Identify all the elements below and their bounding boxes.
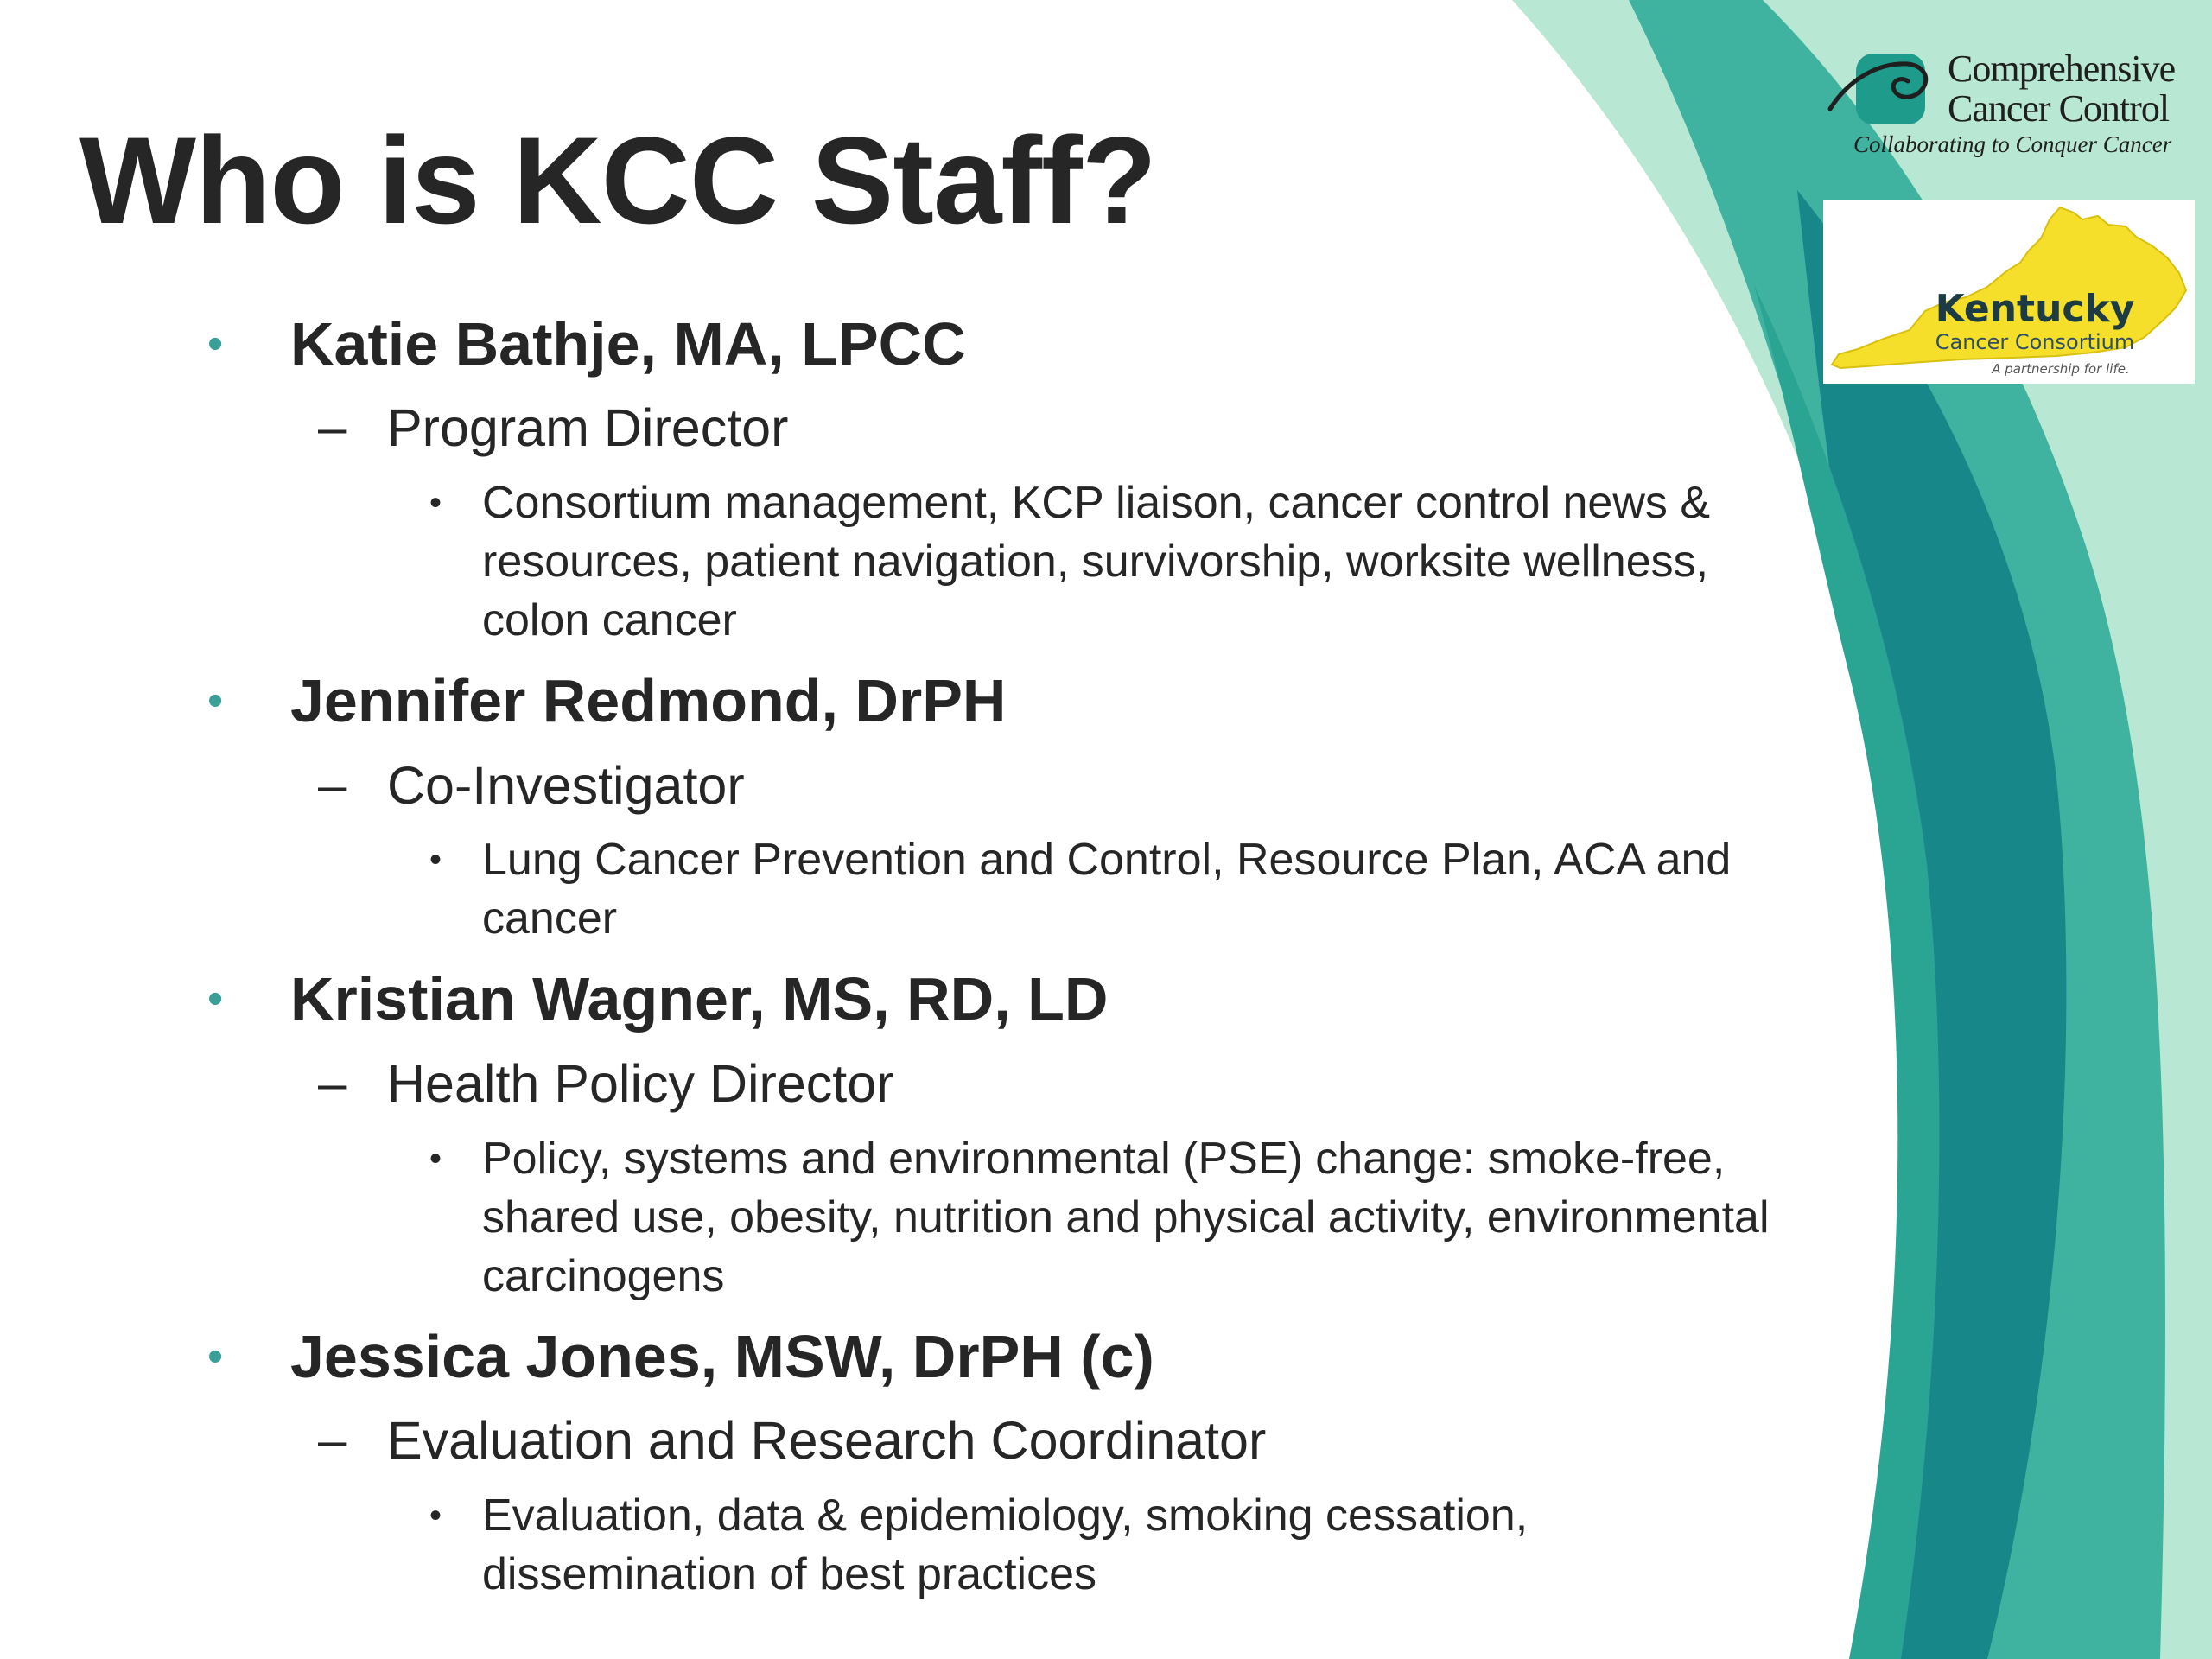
small-bullet-icon: • xyxy=(429,484,442,522)
dash-bullet-icon: – xyxy=(318,1054,347,1112)
teal-bullet-icon: • xyxy=(207,319,224,369)
small-bullet-icon: • xyxy=(429,1140,442,1178)
staff-name: Katie Bathje, MA, LPCC xyxy=(290,310,966,378)
staff-duties: Consortium management, KCP liaison, cancer control news & resources, patient navigation, survivorship, worksite wellness, colon cancer xyxy=(482,478,1711,645)
teal-bullet-icon: • xyxy=(207,974,224,1024)
staff-role: Evaluation and Research Coordinator xyxy=(387,1411,1267,1470)
logo-line-1: Comprehensive xyxy=(1948,48,2176,90)
staff-role: Program Director xyxy=(387,398,789,457)
staff-role: Health Policy Director xyxy=(387,1054,894,1113)
teal-bullet-icon: • xyxy=(207,676,224,726)
dash-bullet-icon: – xyxy=(318,1411,347,1469)
dash-bullet-icon: – xyxy=(318,398,347,456)
staff-name: Jennifer Redmond, DrPH xyxy=(290,667,1007,734)
kentucky-subtitle: Cancer Consortium xyxy=(1935,330,2135,354)
staff-duties: Lung Cancer Prevention and Control, Resource Plan, ACA and cancer xyxy=(482,835,1732,944)
logo-tagline: Collaborating to Conquer Cancer xyxy=(1853,131,2172,157)
dash-bullet-icon: – xyxy=(318,756,347,814)
kentucky-tagline: A partnership for life. xyxy=(1992,361,2130,377)
staff-duties: Policy, systems and environmental (PSE) change: smoke-free, shared use, obesity, nutrition and physical activity, environmental carcinogens xyxy=(482,1134,1770,1301)
staff-duties: Evaluation, data & epidemiology, smoking cessation, dissemination of best practices xyxy=(482,1491,1529,1599)
kentucky-cancer-consortium-logo xyxy=(1823,200,2195,384)
swirl-logo-icon xyxy=(1825,47,1946,133)
kentucky-name: Kentucky xyxy=(1935,287,2135,331)
logo-line-2: Cancer Control xyxy=(1948,87,2170,130)
small-bullet-icon: • xyxy=(429,1497,442,1535)
comprehensive-cancer-control-logo xyxy=(1825,41,2188,162)
teal-bullet-icon: • xyxy=(207,1332,224,1382)
staff-name: Jessica Jones, MSW, DrPH (c) xyxy=(290,1323,1154,1390)
staff-name: Kristian Wagner, MS, RD, LD xyxy=(290,965,1109,1033)
staff-role: Co-Investigator xyxy=(387,756,745,815)
small-bullet-icon: • xyxy=(429,841,442,879)
slide-title: Who is KCC Staff? xyxy=(79,112,1157,250)
